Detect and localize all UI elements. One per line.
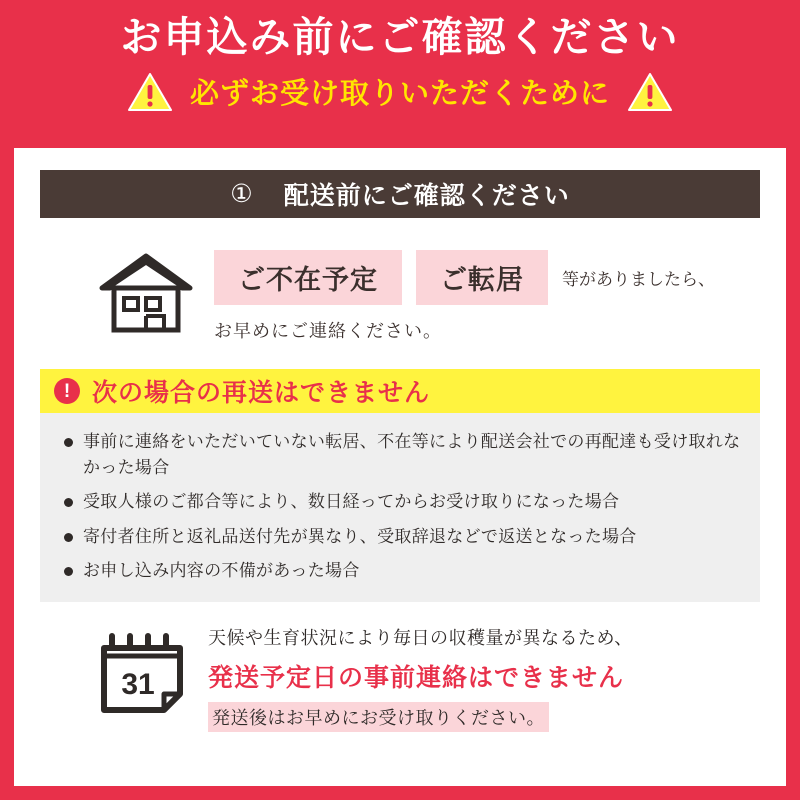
list-item-text: お申し込み内容の不備があった場合 [83,561,360,580]
house-texts [194,246,715,343]
pill-after-text: 等がありましたら、 [562,270,715,289]
calendar-icon [98,626,186,719]
calendar-line-3: 発送後はお早めにお受け取りください。 [208,702,549,732]
pill-absence: ご不在予定 [214,250,402,305]
content-card [14,148,786,786]
svg-text:31: 31 [121,667,155,701]
warning-heading-text: 次の場合の再送はできません [92,379,431,407]
bullet-icon [64,567,73,576]
list-item-text: 寄付者住所と返礼品送付先が異なり、受取辞退などで返送となった場合 [83,526,637,546]
warning-triangle-icon-right [628,72,672,112]
calendar-line-1: 天候や生育状況により毎日の収穫量が異なるため、 [208,627,633,648]
exclamation-circle-icon: ! [54,378,80,404]
bullet-icon [64,438,73,447]
list-item-text: 事前に連絡をいただいていない転居、不在等により配送会社での再配達も受け取れなかった場合 [83,432,741,477]
warning-list [40,413,760,602]
list-item [58,524,742,550]
house-block [40,246,760,343]
list-item [58,429,742,480]
banner-subtitle-row [0,71,800,112]
top-banner [0,0,800,112]
section-header [40,170,760,218]
house-icon [98,250,194,341]
banner-subtitle: 必ずお受け取りいただくために [189,78,610,111]
list-item [58,558,742,584]
warning-heading-bar [40,369,760,413]
calendar-line-2: 発送予定日の事前連絡はできません [208,663,625,692]
house-sub-text: お早めにご連絡ください。 [214,321,442,341]
bullet-icon [64,533,73,542]
banner-title: お申込み前にご確認ください [120,14,680,60]
warning-triangle-icon [128,72,172,112]
calendar-texts [186,624,633,732]
list-item [58,489,742,515]
section-heading: 配送前にご確認ください [283,182,570,210]
pill-line [214,250,715,305]
section-number: ① [230,180,254,208]
list-item-text: 受取人様のご都合等により、数日経ってからお受け取りになった場合 [83,492,620,511]
pill-relocation: ご転居 [416,250,548,305]
bullet-icon [64,498,73,507]
calendar-block [40,624,760,732]
